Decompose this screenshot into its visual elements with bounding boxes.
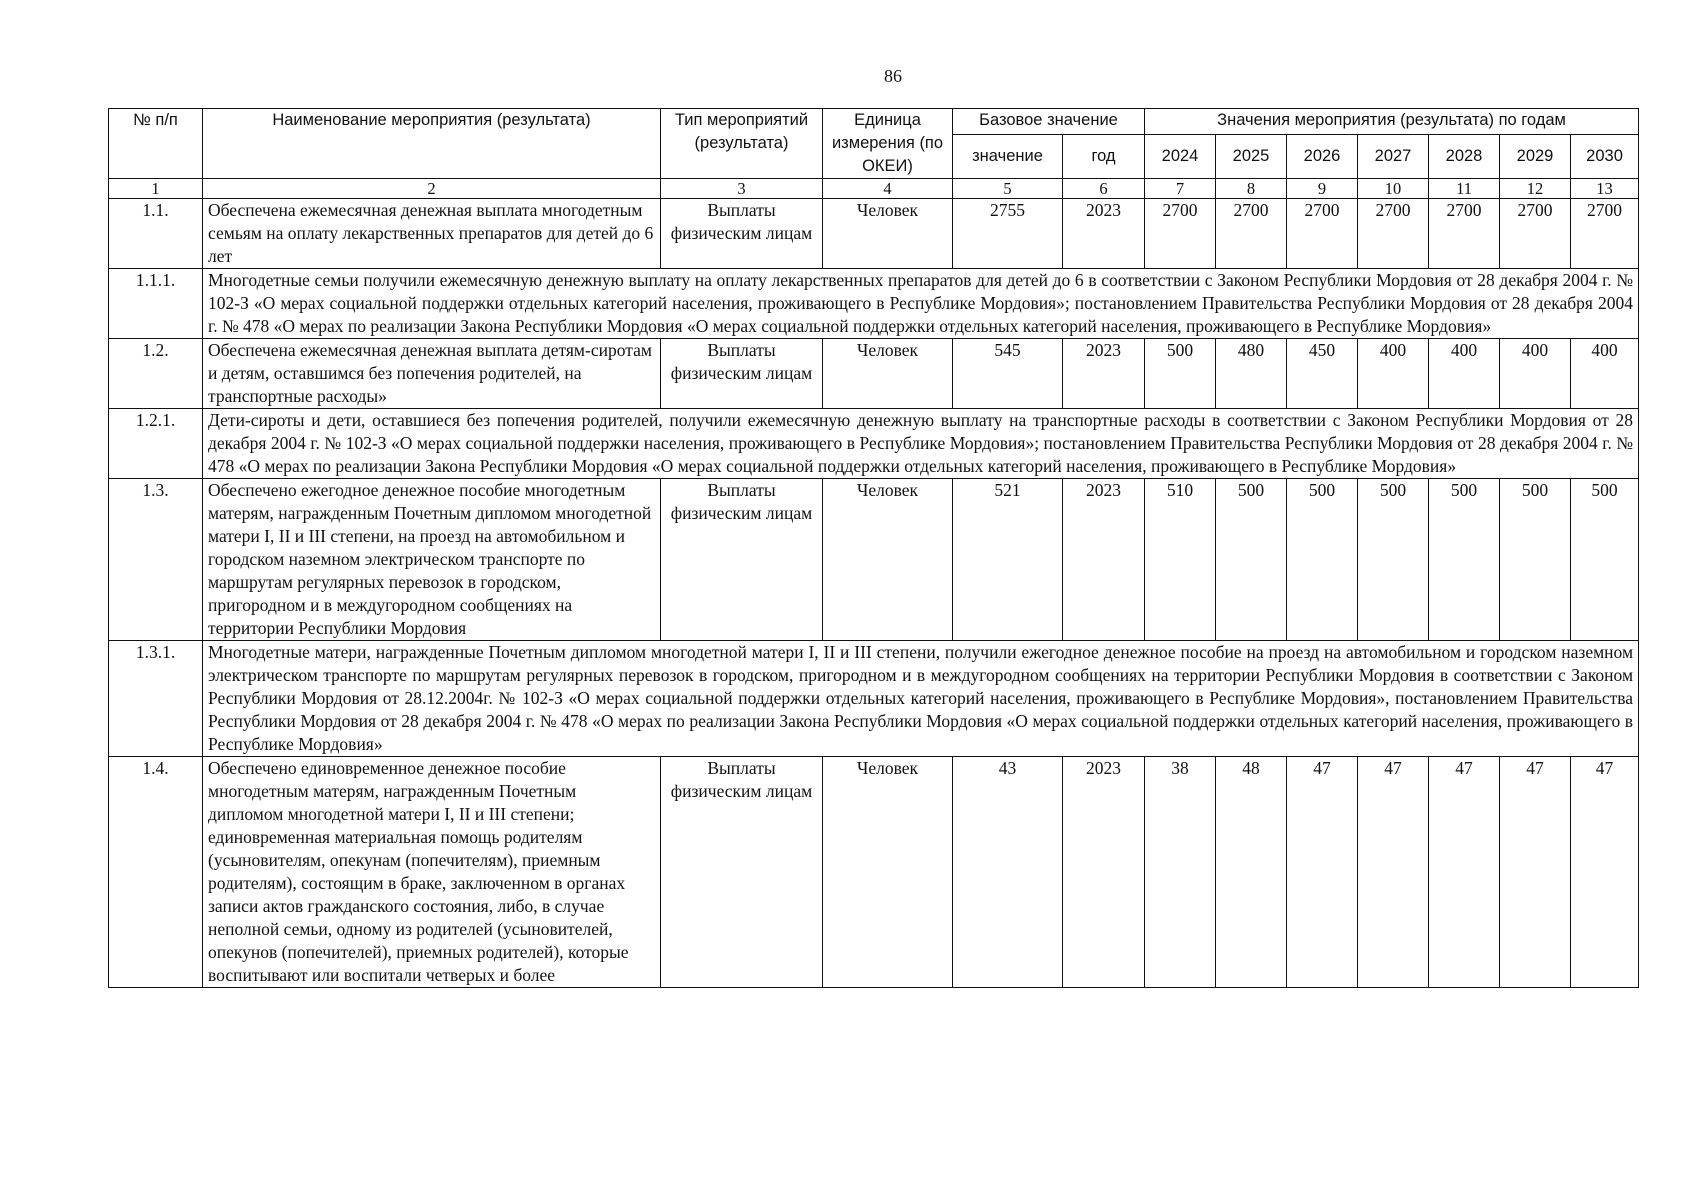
year-value: 2700	[1571, 199, 1639, 269]
year-value: 400	[1571, 339, 1639, 409]
header-base-year: год	[1063, 135, 1145, 179]
measure-type: Выплаты физическим лицам	[661, 339, 823, 409]
base-year: 2023	[1063, 757, 1145, 988]
base-year: 2023	[1063, 199, 1145, 269]
base-year: 2023	[1063, 339, 1145, 409]
year-value: 48	[1216, 757, 1287, 988]
base-value: 2755	[953, 199, 1063, 269]
year-value: 500	[1500, 479, 1571, 641]
result-description-row	[109, 409, 1639, 479]
column-number: 10	[1358, 179, 1429, 199]
measure-unit: Человек	[823, 479, 953, 641]
header-year-2030: 2030	[1571, 135, 1639, 179]
header-num: № п/п	[109, 109, 203, 179]
column-number: 4	[823, 179, 953, 199]
result-description: Многодетные семьи получили ежемесячную денежную выплату на оплату лекарственных препаратов для детей до 6 в соответствии с Законом Республики Мордовия от 28 декабря 2004 г. № 102-З «О мерах социальной поддержки отдельных категорий населения, проживающего в Республике Мордовия»; постановлением Правительства Республики Мордовия от 28 декабря 2004 г. № 478 «О мерах по реализации Закона Республики Мордовия «О мерах социальной поддержки отдельных категорий населения, проживающего в Республике Мордовия»	[203, 269, 1639, 339]
result-description-row	[109, 269, 1639, 339]
year-value: 2700	[1429, 199, 1500, 269]
measure-name: Обеспечено единовременное денежное пособие многодетным матерям, награжденным Почетным дипломом многодетной матери I, II и III степени; единовременная материальная помощь родителям (усыновителям, опекунам (попечителям), приемным родителям), состоящим в браке, заключенном в органах записи актов гражданского состояния, либо, в случае неполной семьи, одному из родителей (усыновителей, опекунов (попечителей), приемных родителей), которые воспитывают или воспитали четверых и более	[203, 757, 661, 988]
year-value: 47	[1287, 757, 1358, 988]
column-number: 2	[203, 179, 661, 199]
year-value: 400	[1429, 339, 1500, 409]
year-value: 510	[1145, 479, 1216, 641]
measure-unit: Человек	[823, 757, 953, 988]
year-value: 2700	[1216, 199, 1287, 269]
base-value: 521	[953, 479, 1063, 641]
header-year-2028: 2028	[1429, 135, 1500, 179]
column-number: 5	[953, 179, 1063, 199]
measure-name: Обеспечена ежемесячная денежная выплата детям-сиротам и детям, оставшимся без попечения родителей, на транспортные расходы»	[203, 339, 661, 409]
column-number: 11	[1429, 179, 1500, 199]
column-number: 3	[661, 179, 823, 199]
measure-type: Выплаты физическим лицам	[661, 757, 823, 988]
year-value: 500	[1145, 339, 1216, 409]
year-value: 480	[1216, 339, 1287, 409]
header-year-2029: 2029	[1500, 135, 1571, 179]
column-number: 9	[1287, 179, 1358, 199]
header-year-2024: 2024	[1145, 135, 1216, 179]
row-number: 1.2.1.	[109, 409, 203, 479]
measure-row	[109, 757, 1639, 988]
measure-unit: Человек	[823, 199, 953, 269]
measure-name: Обеспечена ежемесячная денежная выплата многодетным семьям на оплату лекарственных препаратов для детей до 6 лет	[203, 199, 661, 269]
header-year-2026: 2026	[1287, 135, 1358, 179]
year-value: 400	[1358, 339, 1429, 409]
year-value: 2700	[1358, 199, 1429, 269]
header-by-years: Значения мероприятия (результата) по годам	[1145, 109, 1639, 135]
column-number: 12	[1500, 179, 1571, 199]
row-number: 1.3.1.	[109, 641, 203, 757]
measure-row	[109, 339, 1639, 409]
column-number: 1	[109, 179, 203, 199]
header-unit: Единица измерения (по ОКЕИ)	[823, 109, 953, 179]
year-value: 500	[1287, 479, 1358, 641]
year-value: 500	[1571, 479, 1639, 641]
year-value: 2700	[1500, 199, 1571, 269]
header-year-2025: 2025	[1216, 135, 1287, 179]
column-number: 6	[1063, 179, 1145, 199]
header-name: Наименование мероприятия (результата)	[203, 109, 661, 179]
header-base-value: значение	[953, 135, 1063, 179]
year-value: 500	[1216, 479, 1287, 641]
result-description-row	[109, 641, 1639, 757]
page-number: 86	[884, 66, 902, 86]
row-number: 1.1.	[109, 199, 203, 269]
year-value: 450	[1287, 339, 1358, 409]
base-year: 2023	[1063, 479, 1145, 641]
header-row	[109, 109, 1639, 135]
column-number: 7	[1145, 179, 1216, 199]
result-description: Многодетные матери, награжденные Почетным дипломом многодетной матери I, II и III степени, получили ежегодное денежное пособие на проезд на автомобильном и городском наземном электрическом транспорте по маршрутам регулярных перевозок в городском, пригородном и в междугородном сообщениях на территории Республики Мордовия в соответствии с Законом Республики Мордовия от 28.12.2004г. № 102-З «О мерах социальной поддержки отдельных категорий населения, проживающего в Республике Мордовия», постановлением Правительства Республики Мордовия от 28 декабря 2004 г. № 478 «О мерах по реализации Закона Республики Мордовия «О мерах социальной поддержки отдельных категорий населения, проживающего в Республике Мордовия»	[203, 641, 1639, 757]
year-value: 38	[1145, 757, 1216, 988]
year-value: 47	[1571, 757, 1639, 988]
row-number: 1.4.	[109, 757, 203, 988]
measure-type: Выплаты физическим лицам	[661, 199, 823, 269]
row-number: 1.1.1.	[109, 269, 203, 339]
result-description: Дети-сироты и дети, оставшиеся без попечения родителей, получили ежемесячную денежную выплату на транспортные расходы в соответствии с Законом Республики Мордовия от 28 декабря 2004 г. № 102-З «О мерах социальной поддержки населения, проживающего в Республике Мордовия»; постановлением Правительства Республики Мордовия от 28 декабря 2004 г. № 478 «О мерах по реализации Закона Республики Мордовия «О мерах социальной поддержки отдельных категорий населения, проживающего в Республике Мордовия»	[203, 409, 1639, 479]
base-value: 545	[953, 339, 1063, 409]
year-value: 2700	[1287, 199, 1358, 269]
row-number: 1.3.	[109, 479, 203, 641]
year-value: 47	[1358, 757, 1429, 988]
header-type: Тип мероприятий (результата)	[661, 109, 823, 179]
year-value: 500	[1429, 479, 1500, 641]
year-value: 47	[1429, 757, 1500, 988]
year-value: 400	[1500, 339, 1571, 409]
column-number: 8	[1216, 179, 1287, 199]
measure-row	[109, 199, 1639, 269]
year-value: 500	[1358, 479, 1429, 641]
column-numbers-row	[109, 179, 1639, 199]
column-number: 13	[1571, 179, 1639, 199]
measure-unit: Человек	[823, 339, 953, 409]
measure-type: Выплаты физическим лицам	[661, 479, 823, 641]
header-year-2027: 2027	[1358, 135, 1429, 179]
measure-name: Обеспечено ежегодное денежное пособие многодетным матерям, награжденным Почетным дипломом многодетной матери I, II и III степени, на проезд на автомобильном и городском наземном электрическом транспорте по маршрутам регулярных перевозок в городском, пригородном и в междугородном сообщениях на территории Республики Мордовия	[203, 479, 661, 641]
year-value: 47	[1500, 757, 1571, 988]
header-base: Базовое значение	[953, 109, 1145, 135]
measures-table	[108, 108, 1639, 988]
base-value: 43	[953, 757, 1063, 988]
row-number: 1.2.	[109, 339, 203, 409]
year-value: 2700	[1145, 199, 1216, 269]
measure-row	[109, 479, 1639, 641]
